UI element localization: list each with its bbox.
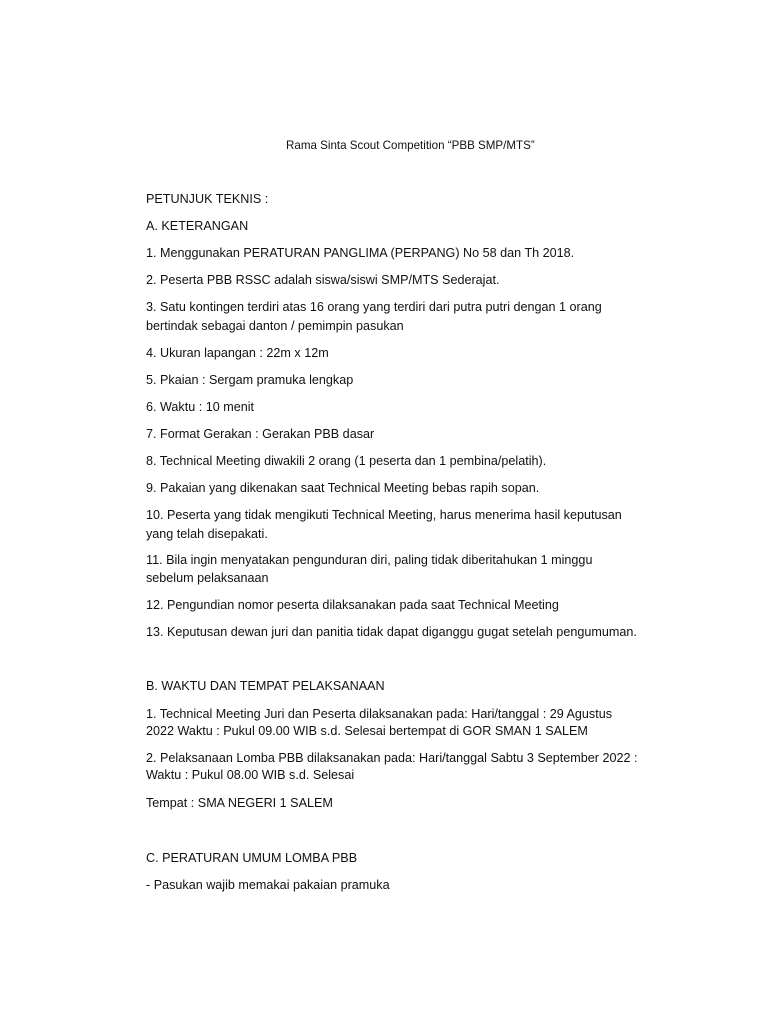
section-a-line: 13. Keputusan dewan juri dan panitia tidak dapat diganggu gugat setelah pengumuman.	[146, 625, 637, 639]
section-a-line: 4. Ukuran lapangan : 22m x 12m	[146, 346, 329, 360]
section-a-line: 12. Pengundian nomor peserta dilaksanakan pada saat Technical Meeting	[146, 598, 559, 612]
section-b-heading: B. WAKTU DAN TEMPAT PELAKSANAAN	[146, 679, 385, 693]
section-a-line: 2. Peserta PBB RSSC adalah siswa/siswi SMP/MTS Sederajat.	[146, 273, 500, 287]
section-a-line: sebelum pelaksanaan	[146, 571, 269, 585]
section-b-line: 2. Pelaksanaan Lomba PBB dilaksanakan pada: Hari/tanggal Sabtu 3 September 2022 :	[146, 751, 638, 765]
section-a-line: 10. Peserta yang tidak mengikuti Technical Meeting, harus menerima hasil keputusan	[146, 508, 622, 522]
section-b-line: Waktu : Pukul 08.00 WIB s.d. Selesai	[146, 768, 355, 782]
section-a-line: 8. Technical Meeting diwakili 2 orang (1 peserta dan 1 pembina/pelatih).	[146, 454, 547, 468]
section-a-heading: A. KETERANGAN	[146, 219, 249, 233]
section-b-line: Tempat : SMA NEGERI 1 SALEM	[146, 796, 333, 810]
section-c-line: - Pasukan wajib memakai pakaian pramuka	[146, 878, 390, 892]
section-a-line: 9. Pakaian yang dikenakan saat Technical Meeting bebas rapih sopan.	[146, 481, 540, 495]
section-a-line: yang telah disepakati.	[146, 527, 268, 541]
petunjuk-heading: PETUNJUK TEKNIS :	[146, 192, 269, 206]
section-c-heading: C. PERATURAN UMUM LOMBA PBB	[146, 851, 358, 865]
section-a-line: 1. Menggunakan PERATURAN PANGLIMA (PERPANG) No 58 dan Th 2018.	[146, 246, 575, 260]
document-title: Rama Sinta Scout Competition “PBB SMP/MTS”	[286, 139, 535, 152]
section-a-line: 7. Format Gerakan : Gerakan PBB dasar	[146, 427, 375, 441]
section-b-line: 1. Technical Meeting Juri dan Peserta dilaksanakan pada: Hari/tanggal : 29 Agustus	[146, 707, 613, 721]
section-a-line: 6. Waktu : 10 menit	[146, 400, 255, 414]
section-a-line: bertindak sebagai danton / pemimpin pasukan	[146, 319, 404, 333]
section-b-line: 2022 Waktu : Pukul 09.00 WIB s.d. Selesai bertempat di GOR SMAN 1 SALEM	[146, 724, 588, 738]
section-a-line: 11. Bila ingin menyatakan pengunduran diri, paling tidak diberitahukan 1 minggu	[146, 553, 593, 567]
section-a-line: 5. Pkaian : Sergam pramuka lengkap	[146, 373, 354, 387]
section-a-line: 3. Satu kontingen terdiri atas 16 orang yang terdiri dari putra putri dengan 1 orang	[146, 300, 602, 314]
